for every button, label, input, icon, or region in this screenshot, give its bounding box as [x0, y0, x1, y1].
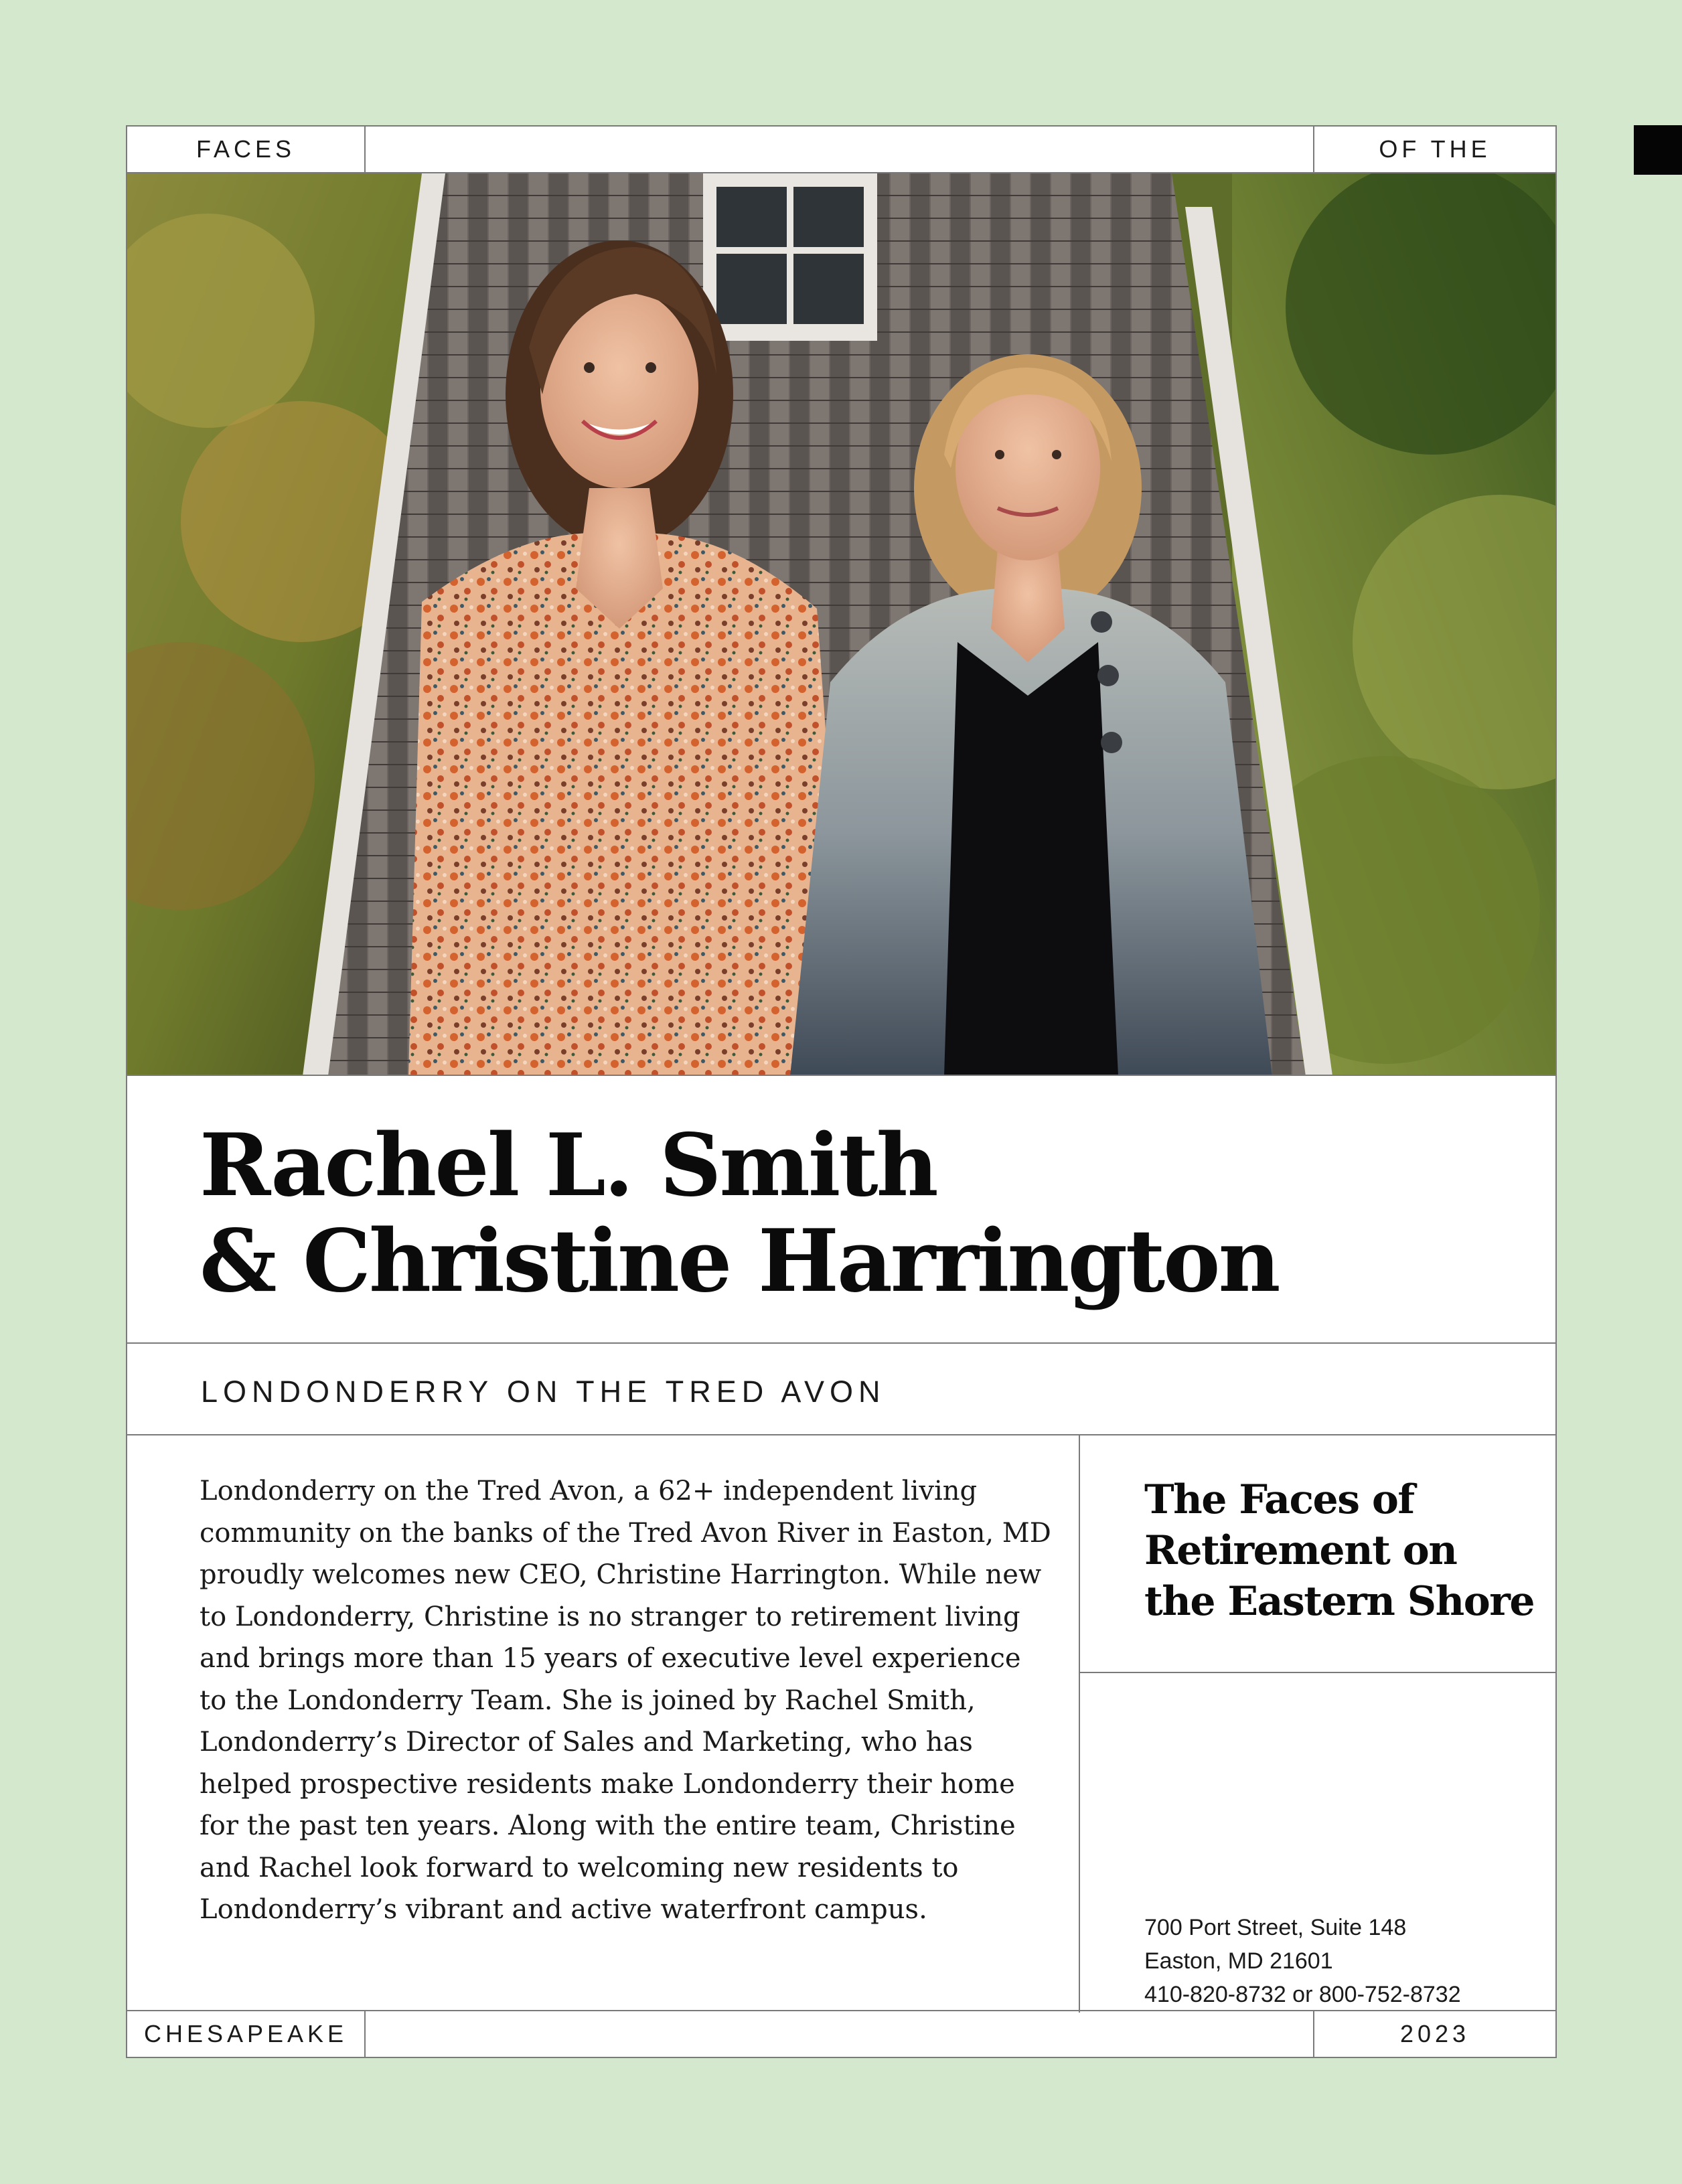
body-line: and Rachel look forward to welcoming new residents to [200, 1852, 959, 1883]
sidebar-title-line: the Eastern Shore [1144, 1578, 1535, 1625]
body-paragraph [200, 1470, 1051, 1931]
footer-spacer [366, 2011, 1313, 2057]
title-line-1: Rachel L. Smith [200, 1115, 937, 1216]
body-line: Londonderry’s Director of Sales and Marketing, who has [200, 1727, 973, 1758]
sidebar-title-line: Retirement on [1144, 1527, 1457, 1574]
header-right-label: OF THE [1313, 127, 1555, 172]
corner-tab [1634, 125, 1682, 175]
body-line: to Londonderry, Christine is no stranger to retirement living [200, 1601, 1020, 1632]
body-line: to the Londonderry Team. She is joined by Rachel Smith, [200, 1685, 976, 1716]
body-line: Londonderry on the Tred Avon, a 62+ independent living [200, 1476, 978, 1506]
organization-name: LONDONDERRY ON THE TRED AVON [201, 1375, 886, 1409]
body-line: helped prospective residents make Londonderry their home [200, 1768, 1015, 1800]
sidebar-title-line: The Faces of [1144, 1476, 1414, 1523]
header-spacer [366, 127, 1313, 172]
body-line: Londonderry’s vibrant and active waterfront campus. [200, 1894, 927, 1925]
sidebar-heading-block [1080, 1435, 1555, 1673]
contact-block [1080, 1673, 1555, 2013]
footer-left-label: CHESAPEAKE [127, 2011, 366, 2057]
title-line-2: & Christine Harrington [200, 1211, 1279, 1312]
name-title-block [127, 1076, 1555, 1344]
sidebar-title [1144, 1474, 1534, 1627]
footer-right-label: 2023 [1313, 2011, 1555, 2057]
contact-address-line-1: 700 Port Street, Suite 148 [1144, 1915, 1407, 1940]
portrait-photo-icon [127, 173, 1555, 1076]
body-line: proudly welcomes new CEO, Christine Harrington. While new [200, 1559, 1042, 1590]
header-left-label: FACES [127, 127, 366, 172]
body-block [127, 1435, 1080, 2013]
profile-card [126, 125, 1557, 2058]
footer-strip [127, 2010, 1555, 2057]
body-line: for the past ten years. Along with the entire team, Christine [200, 1810, 1016, 1841]
header-strip [127, 127, 1555, 173]
contact-phone: 410-820-8732 or 800-752-8732 [1144, 1982, 1461, 2007]
portrait-photo [127, 173, 1555, 1076]
organization-block [127, 1344, 1555, 1435]
contact-address-line-2: Easton, MD 21601 [1144, 1948, 1333, 1974]
contact-info [1144, 1911, 1461, 2011]
body-line: and brings more than 15 years of executive level experience [200, 1643, 1021, 1674]
body-line: community on the banks of the Tred Avon River in Easton, MD [200, 1517, 1051, 1549]
